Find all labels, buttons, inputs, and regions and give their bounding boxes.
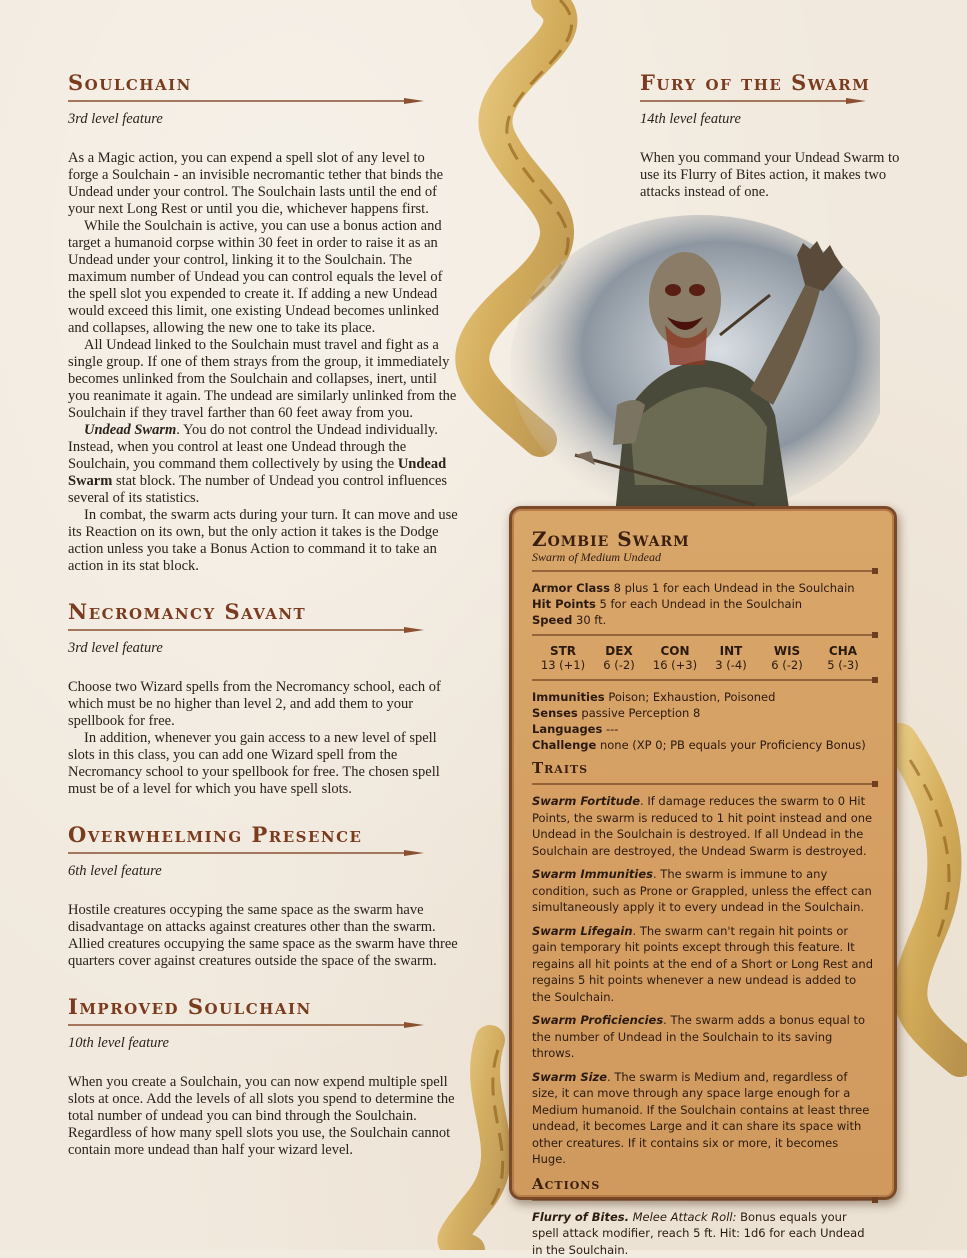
senses-label: Senses bbox=[532, 706, 578, 720]
ability-value: 5 (-3) bbox=[818, 658, 868, 673]
trait-swarm-proficiencies bbox=[532, 1012, 874, 1062]
ability-int bbox=[706, 644, 756, 673]
trait-name: Swarm Lifegain bbox=[532, 924, 633, 938]
languages-value: --- bbox=[606, 722, 618, 736]
ability-value: 13 (+1) bbox=[538, 658, 588, 673]
ability-name: DEX bbox=[594, 644, 644, 658]
stat-block-subtitle: Swarm of Medium Undead bbox=[532, 551, 874, 564]
trait-swarm-lifegain bbox=[532, 923, 874, 1006]
trait-swarm-size bbox=[532, 1069, 874, 1168]
heading-rule bbox=[68, 849, 458, 857]
ability-name: WIS bbox=[762, 644, 812, 658]
paragraph: While the Soulchain is active, you can use a bonus action and target a humanoid corpse within 30 feet in order to raise it as an Undead under your control, linking it to the Soulchain. The maximum number of Undead you can control equals the level of the spell slot you expended to create it. If adding a new Undead would exceed this limit, one existing Undead becomes unlinked and collapses, allowing the new one to take its place. bbox=[68, 218, 458, 337]
paragraph: In addition, whenever you gain access to a new level of spell slots in this class, you can add one Wizard spell from the Necromancy school to your spellbook for free. The chosen spell must be of a level for which you have spell slots. bbox=[68, 730, 458, 798]
paragraph: When you create a Soulchain, you can now expend multiple spell slots at once. Add the levels of all slots you spend to determine the total number of undead you can bind through the Soulchain. Regardless of how many spell slots you use, the Soulchain cannot contain more undead than half your wizard level. bbox=[68, 1074, 458, 1159]
action-type: Melee Attack Roll: bbox=[633, 1210, 737, 1224]
level-note: 10th level feature bbox=[68, 1035, 458, 1052]
armor-class-value: 8 plus 1 for each Undead in the Soulchain bbox=[614, 581, 855, 595]
heading-rule bbox=[68, 626, 458, 634]
heading-rule bbox=[68, 97, 458, 105]
armor-class bbox=[532, 580, 874, 596]
paragraph: Choose two Wizard spells from the Necromancy school, each of which must be no higher than level 2, and add them to your spellbook for free. bbox=[68, 679, 458, 730]
ability-scores bbox=[538, 644, 868, 673]
speed bbox=[532, 612, 874, 628]
paragraph: All Undead linked to the Soulchain must travel and fight as a single group. If one of them strays from the group, it immediately becomes unlinked from the Soulchain and collapses, inert, until you reanimate it again. The undead are similarly unlinked from the Soulchain if they travel farther than 60 feet away from you. bbox=[68, 337, 458, 422]
armor-class-label: Armor Class bbox=[532, 581, 610, 595]
challenge bbox=[532, 737, 874, 753]
ability-con bbox=[650, 644, 700, 673]
level-note: 3rd level feature bbox=[68, 640, 458, 657]
ability-name: INT bbox=[706, 644, 756, 658]
trait-text: . The swarm is Medium and, regardless of size, it can move through any space large enough for a Medium humanoid. If the Soulchain contains at least three undead, it becomes Large and it can share its space with other creatures. If it contains six or more, it becomes Huge. bbox=[532, 1070, 869, 1167]
paragraph bbox=[68, 422, 458, 507]
languages-label: Languages bbox=[532, 722, 602, 736]
stat-block-divider bbox=[532, 781, 874, 787]
section-overwhelming-presence bbox=[68, 822, 458, 970]
stat-block-name: Zombie Swarm bbox=[532, 527, 874, 551]
paragraph: In combat, the swarm acts during your turn. It can move and use its Reaction on its own, but the only action it takes is the Dodge action unless you take a Bonus Action to command it to take an action in its stat block. bbox=[68, 507, 458, 575]
trait-text: . The swarm is immune to any condition, such as Prone or Grappled, unless the effect can simultaneously apply it to every undead in the Soulchain. bbox=[532, 867, 872, 914]
left-column bbox=[68, 70, 458, 1183]
trait-swarm-immunities bbox=[532, 866, 874, 916]
paragraph-text: stat block. The number of Undead you control influences several of its statistics. bbox=[68, 473, 447, 506]
section-heading-improved-soulchain: Improved Soulchain bbox=[68, 994, 458, 1020]
ability-value: 16 (+3) bbox=[650, 658, 700, 673]
trait-name: Swarm Size bbox=[532, 1070, 607, 1084]
paragraph: When you command your Undead Swarm to use its Flurry of Bites action, it makes two attacks instead of one. bbox=[640, 150, 900, 201]
ability-dex bbox=[594, 644, 644, 673]
stat-block bbox=[509, 506, 897, 1200]
section-improved-soulchain bbox=[68, 994, 458, 1159]
trait-text: . The swarm can't regain hit points or gain temporary hit points except through this feature. It regains all hit points at the end of a Short or Long Rest and regains 5 hit points whenever a new undead is added to the Soulchain. bbox=[532, 924, 873, 1004]
ability-value: 6 (-2) bbox=[594, 658, 644, 673]
stat-block-divider bbox=[532, 632, 874, 638]
paragraph: As a Magic action, you can expend a spell slot of any level to forge a Soulchain - an invisible necromantic tether that binds the Undead under your control. The Soulchain lasts until the end of your next Long Rest or until you die, whichever happens first. bbox=[68, 150, 458, 218]
action-flurry-of-bites bbox=[532, 1209, 874, 1258]
section-fury-of-the-swarm bbox=[640, 70, 900, 201]
trait-swarm-fortitude bbox=[532, 793, 874, 859]
hit-points-value: 5 for each Undead in the Soulchain bbox=[600, 597, 803, 611]
actions-heading: Actions bbox=[532, 1175, 874, 1193]
heading-rule bbox=[640, 97, 900, 105]
speed-value: 30 ft. bbox=[576, 613, 606, 627]
hit-points bbox=[532, 596, 874, 612]
senses bbox=[532, 705, 874, 721]
ability-value: 3 (-4) bbox=[706, 658, 756, 673]
ability-cha bbox=[818, 644, 868, 673]
traits-heading: Traits bbox=[532, 759, 874, 777]
section-heading-fury-of-the-swarm: Fury of the Swarm bbox=[640, 70, 900, 96]
section-heading-necromancy-savant: Necromancy Savant bbox=[68, 599, 458, 625]
stat-block-divider bbox=[532, 568, 874, 574]
immunities-value: Poison; Exhaustion, Poisoned bbox=[608, 690, 775, 704]
ability-name: CON bbox=[650, 644, 700, 658]
level-note: 14th level feature bbox=[640, 111, 900, 128]
challenge-value: none (XP 0; PB equals your Proficiency Bonus) bbox=[600, 738, 866, 752]
level-note: 6th level feature bbox=[68, 863, 458, 880]
section-heading-overwhelming-presence: Overwhelming Presence bbox=[68, 822, 458, 848]
stat-block-divider bbox=[532, 677, 874, 683]
paragraph-text: . You do not control the Undead individually. Instead, when you control at least one Undead through the Soulchain, you command them collectively by using the bbox=[68, 422, 438, 472]
ability-str bbox=[538, 644, 588, 673]
heading-rule bbox=[68, 1021, 458, 1029]
section-soulchain bbox=[68, 70, 458, 575]
trait-text: . If damage reduces the swarm to 0 Hit Points, the swarm is reduced to 1 hit point instead and one Undead in the Soulchain is destroyed. If all Undead in the Soulchain are destroyed, the Undead Swarm is destroyed. bbox=[532, 794, 872, 858]
immunities-label: Immunities bbox=[532, 690, 605, 704]
speed-label: Speed bbox=[532, 613, 572, 627]
action-name: Flurry of Bites. bbox=[532, 1210, 629, 1224]
trait-name: Swarm Proficiencies bbox=[532, 1013, 663, 1027]
stat-block-ref: Undead Swarm bbox=[68, 456, 446, 489]
ability-name: CHA bbox=[818, 644, 868, 658]
section-necromancy-savant bbox=[68, 599, 458, 798]
challenge-label: Challenge bbox=[532, 738, 596, 752]
paragraph: Hostile creatures occyping the same space as the swarm have disadvantage on attacks against creatures other than the swarm. Allied creatures occupying the same space as the swarm have three quarters cover against creatures outside the space of the swarm. bbox=[68, 902, 458, 970]
immunities bbox=[532, 689, 874, 705]
hit-points-label: Hit Points bbox=[532, 597, 596, 611]
stat-block-divider bbox=[532, 1197, 874, 1203]
senses-value: passive Perception 8 bbox=[581, 706, 700, 720]
section-heading-soulchain: Soulchain bbox=[68, 70, 458, 96]
trait-name: Swarm Fortitude bbox=[532, 794, 640, 808]
trait-text: . The swarm adds a bonus equal to the number of Undead in the Soulchain to its saving throws. bbox=[532, 1013, 865, 1060]
right-column bbox=[640, 70, 900, 225]
languages bbox=[532, 721, 874, 737]
undead-swarm-lead: Undead Swarm bbox=[84, 422, 176, 438]
zombie-illustration bbox=[505, 215, 880, 515]
action-text: Bonus equals your spell attack modifier, reach 5 ft. Hit: 1d6 for each Undead in the Soulchain. bbox=[532, 1210, 865, 1257]
trait-name: Swarm Immunities bbox=[532, 867, 653, 881]
ability-wis bbox=[762, 644, 812, 673]
ability-name: STR bbox=[538, 644, 588, 658]
level-note: 3rd level feature bbox=[68, 111, 458, 128]
ability-value: 6 (-2) bbox=[762, 658, 812, 673]
